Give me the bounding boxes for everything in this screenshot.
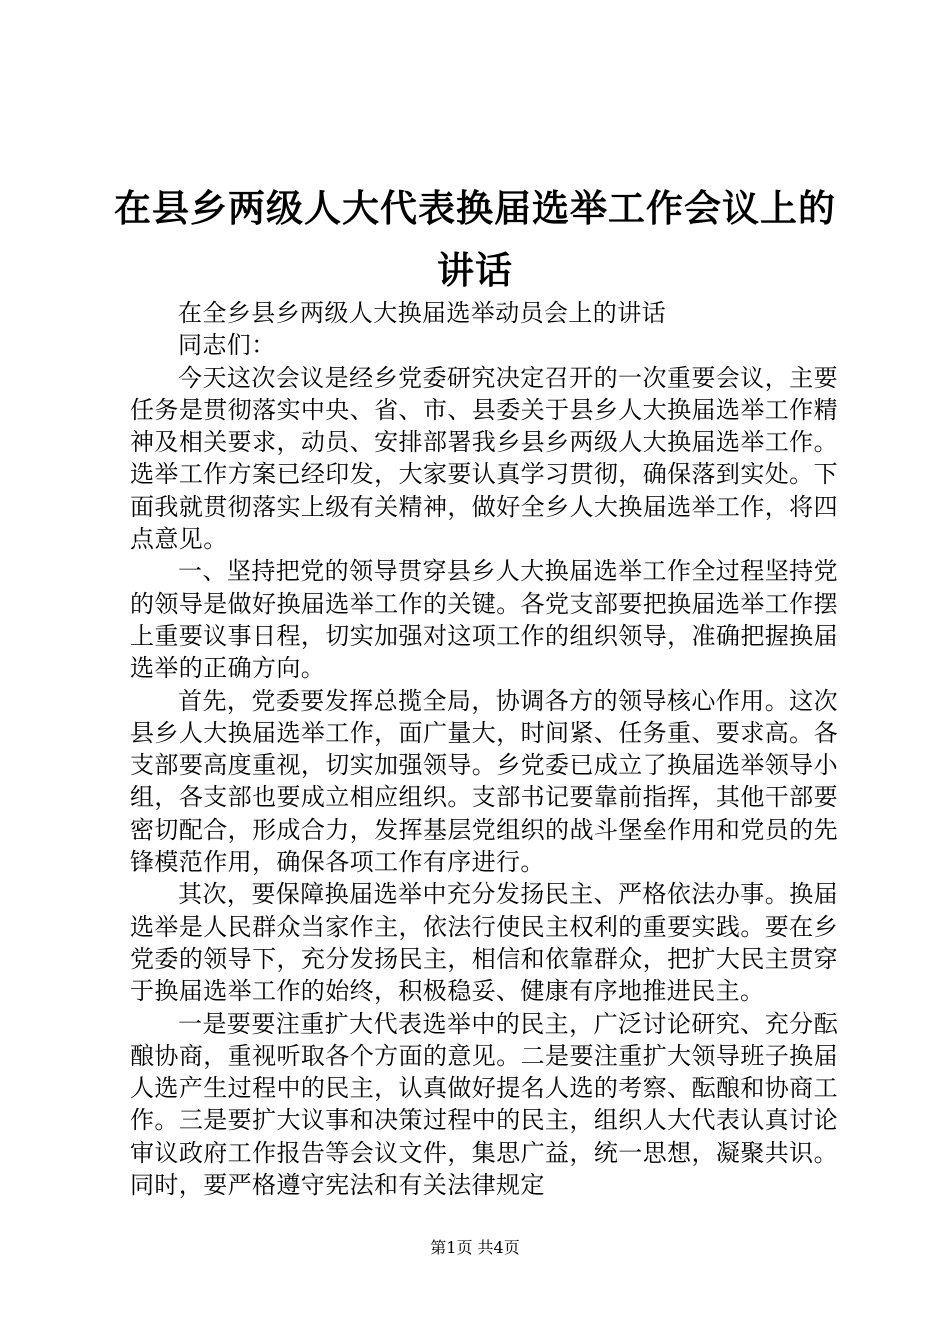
speech-subtitle: 在全乡县乡两级人大换届选举动员会上的讲话 [178, 299, 666, 327]
page-footer: 第1页 共4页 [430, 1238, 520, 1257]
document-body [130, 297, 838, 1201]
salutation: 同志们： [178, 331, 276, 360]
document-title: 在县乡两级人大代表换届选举工作会议上的讲话 [114, 187, 836, 292]
paragraph-second-point: 其次，要保障换届选举中充分发扬民主、严格依法办事。换届选举是人民群众当家作主，依法行使民主权利的重要实践。要在乡党委的领导下，充分发扬民主，相信和依靠群众，把扩大民主贯穿于换届选举工作的始终，积极稳妥、健康有序地推进民主。 [130, 880, 838, 1006]
paragraph-democracy-details: 一是要要注重扩大代表选举中的民主，广泛讨论研究、充分酝酿协商，重视听取各个方面的意见。二是要注重扩大领导班子换届人选产生过程中的民主，认真做好提名人选的考察、酝酿和协商工作。三是要扩大议事和决策过程中的民主，组织人大代表认真讨论审议政府工作报告等会议文件，集思广益，统一思想，凝聚共识。同时，要严格遵守宪法和有关法律规定 [130, 1009, 838, 1200]
paragraph-intro: 今天这次会议是经乡党委研究决定召开的一次重要会议，主要任务是贯彻落实中央、省、市、县委关于县乡人大换届选举工作精神及相关要求，动员、安排部署我乡县乡两级人大换届选举工作。选举工作方案已经印发，大家要认真学习贯彻，确保落到实处。下面我就贯彻落实上级有关精神，做好全乡人大换届选举工作，将四点意见。 [130, 363, 838, 554]
paragraph-first-point: 首先，党委要发挥总揽全局，协调各方的领导核心作用。这次县乡人大换届选举工作，面广量大，时间紧、任务重、要求高。各支部要高度重视，切实加强领导。乡党委已成立了换届选举领导小组，各支部也要成立相应组织。支部书记要靠前指挥，其他干部要密切配合，形成合力，发挥基层党组织的战斗堡垒作用和党员的先锋模范作用，确保各项工作有序进行。 [130, 686, 838, 877]
paragraph-section-one: 一、坚持把党的领导贯穿县乡人大换届选举工作全过程坚持党的领导是做好换届选举工作的关键。各党支部要把换届选举工作摆上重要议事日程，切实加强对这项工作的组织领导，准确把握换届选举的正确方向。 [130, 557, 838, 683]
